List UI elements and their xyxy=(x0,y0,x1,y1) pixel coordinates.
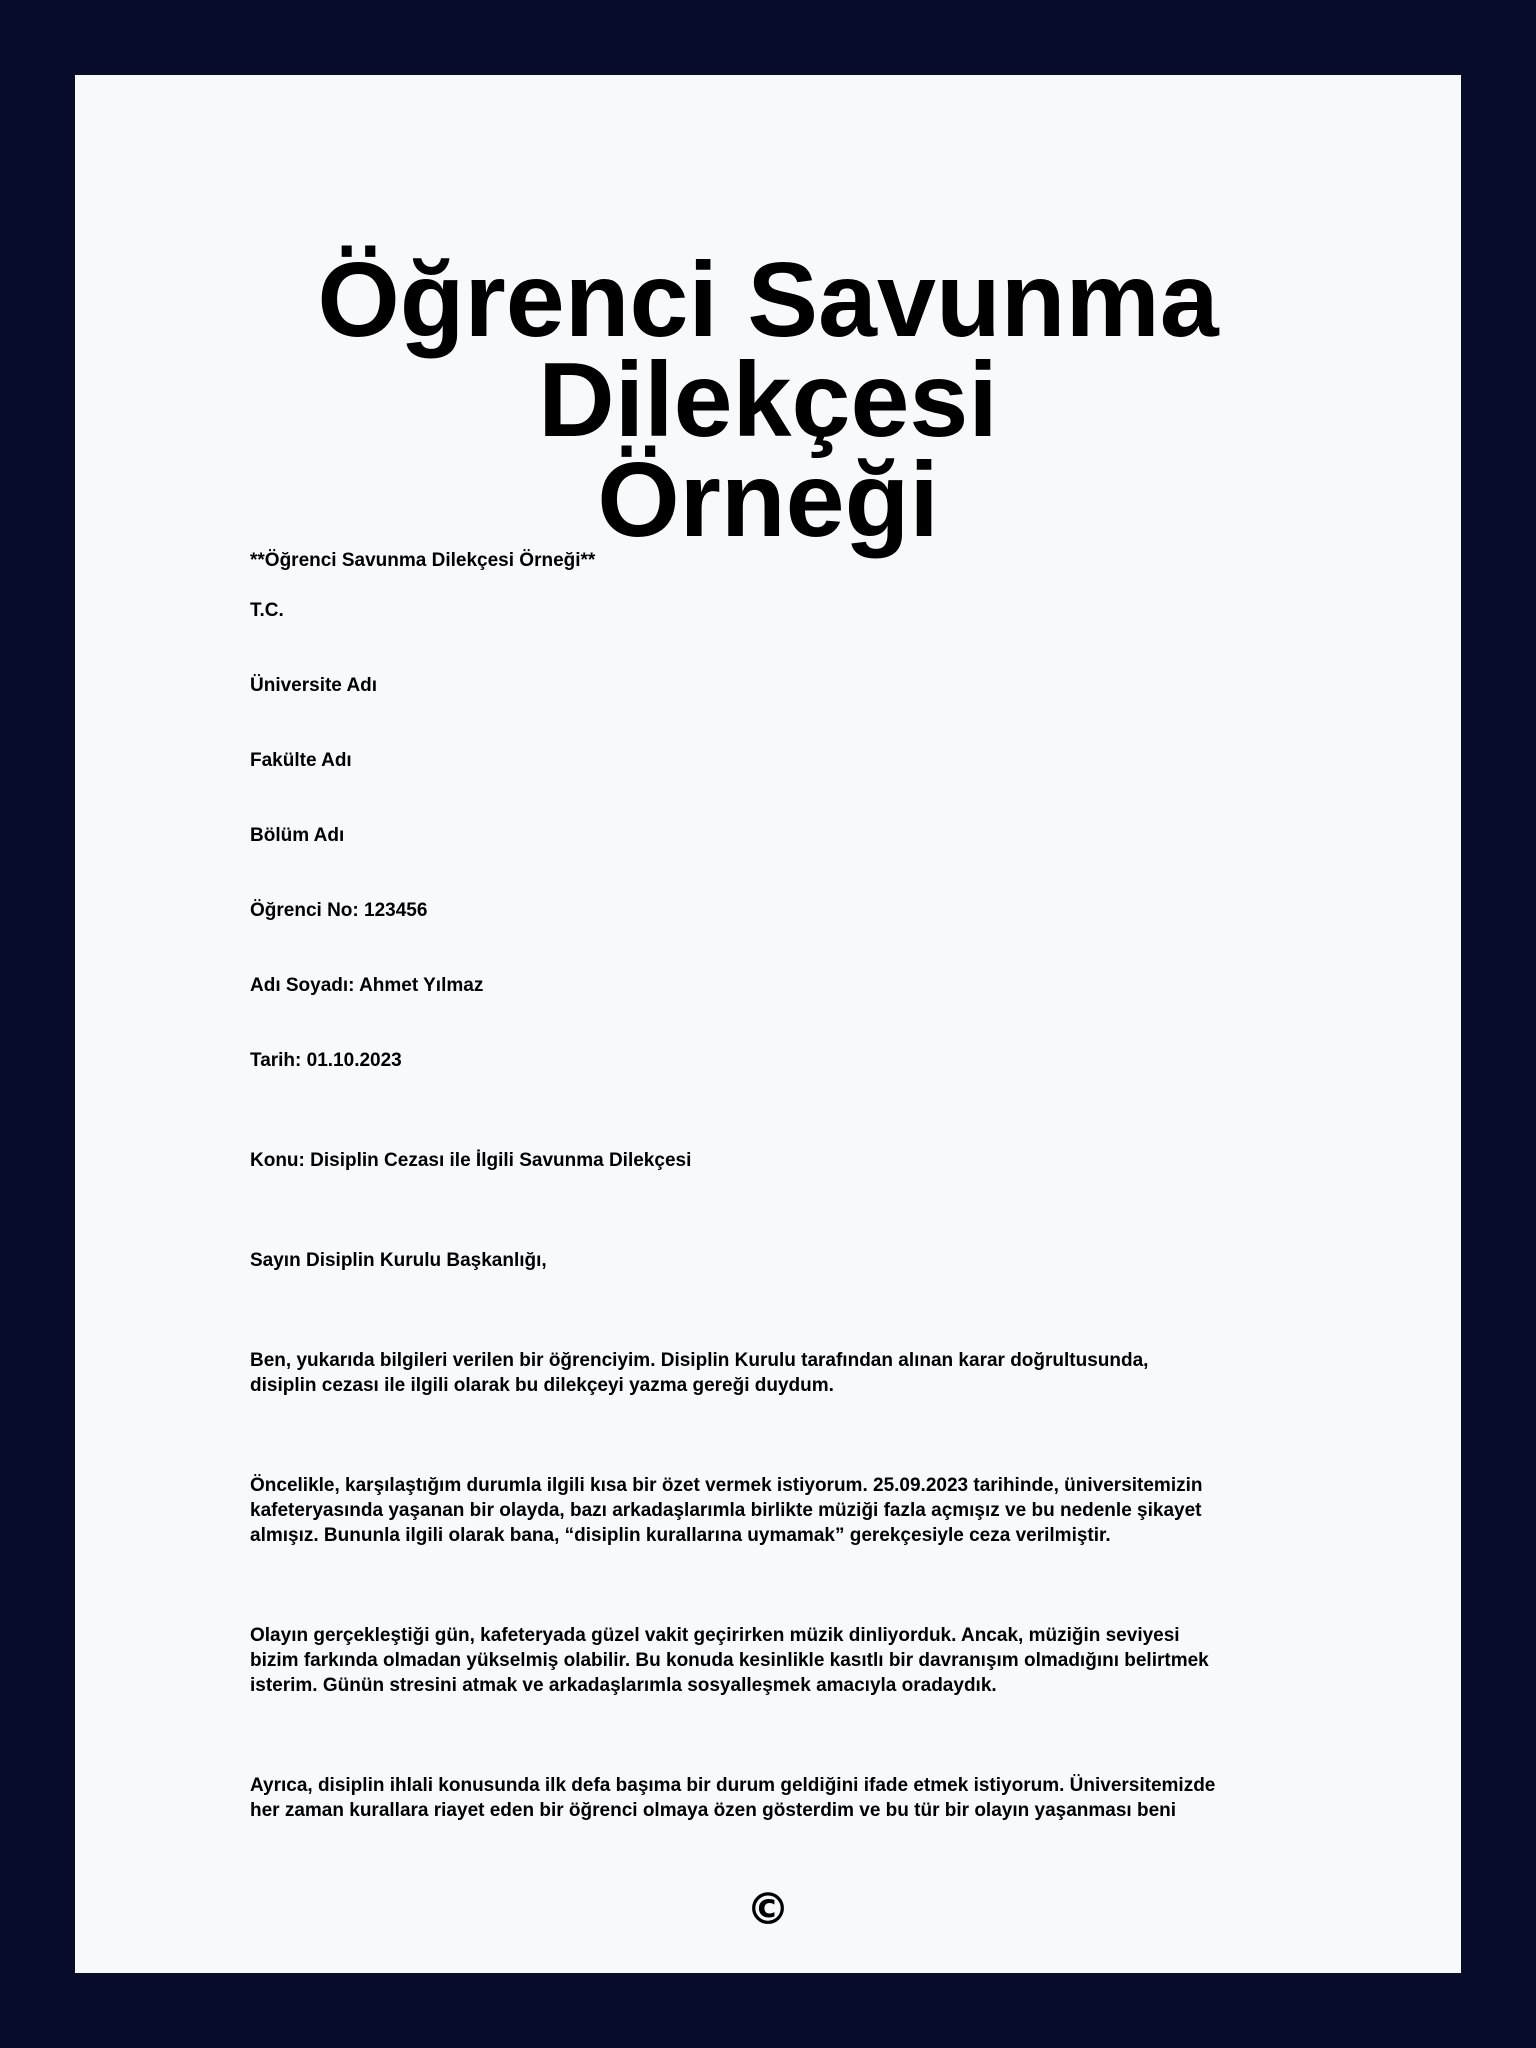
document-date: Tarih: 01.10.2023 xyxy=(250,1050,402,1071)
document-title-line-1: Öğrenci Savunma Dilekçesi xyxy=(317,241,1219,459)
paragraph-2 xyxy=(250,1473,1286,1548)
paragraph-line: isterim. Günün stresini atmak ve arkadaşlarımla sosyalleşmek amacıyla oradaydık. xyxy=(250,1675,997,1696)
student-name: Adı Soyadı: Ahmet Yılmaz xyxy=(250,975,484,996)
paragraph-line: disiplin cezası ile ilgili olarak bu dilekçeyi yazma gereği duydum. xyxy=(250,1375,834,1396)
document-heading: **Öğrenci Savunma Dilekçesi Örneği** xyxy=(250,550,596,571)
paragraph-line: her zaman kurallara riayet eden bir öğrenci olmaya özen gösterdim ve bu tür bir olayın yaşanması beni xyxy=(250,1800,1177,1821)
document-title-line-2: Örneği xyxy=(597,441,939,559)
paragraph-1 xyxy=(250,1348,1286,1398)
paragraph-line: kafeteryasında yaşanan bir olayda, bazı arkadaşlarımla birlikte müziği fazla açmışız ve bu nedenle şikayet xyxy=(250,1500,1202,1521)
department-name: Bölüm Adı xyxy=(250,825,345,846)
university-name: Üniversite Adı xyxy=(250,675,378,696)
document-title xyxy=(75,241,1461,559)
paragraph-line: Öncelikle, karşılaştığım durumla ilgili kısa bir özet vermek istiyorum. 25.09.2023 tarihinde, üniversitemizin xyxy=(250,1475,1203,1496)
document-subject: Konu: Disiplin Cezası ile İlgili Savunma Dilekçesi xyxy=(250,1150,692,1171)
paragraph-line: almışız. Bununla ilgili olarak bana, “disiplin kurallarına uymamak” gerekçesiyle ceza verilmiştir. xyxy=(250,1525,1111,1546)
paragraph-3 xyxy=(250,1623,1286,1698)
document-page xyxy=(75,75,1461,1973)
student-number: Öğrenci No: 123456 xyxy=(250,900,428,921)
tc-label: T.C. xyxy=(250,600,284,621)
copyright-icon: © xyxy=(746,1884,790,1935)
paragraph-line: bizim farkında olmadan yükselmiş olabilir. Bu konuda kesinlikle kasıtlı bir davranışım olmadığını belirtmek xyxy=(250,1650,1209,1671)
salutation: Sayın Disiplin Kurulu Başkanlığı, xyxy=(250,1250,547,1271)
paragraph-line: Ben, yukarıda bilgileri verilen bir öğrenciyim. Disiplin Kurulu tarafından alınan karar doğrultusunda, xyxy=(250,1350,1149,1371)
paragraph-4 xyxy=(250,1773,1286,1823)
faculty-name: Fakülte Adı xyxy=(250,750,352,771)
paragraph-line: Ayrıca, disiplin ihlali konusunda ilk defa başıma bir durum geldiğini ifade etmek istiyorum. Üniversitemizde xyxy=(250,1775,1216,1796)
paragraph-line: Olayın gerçekleştiği gün, kafeteryada güzel vakit geçirirken müzik dinliyorduk. Ancak, müziğin seviyesi xyxy=(250,1625,1180,1646)
